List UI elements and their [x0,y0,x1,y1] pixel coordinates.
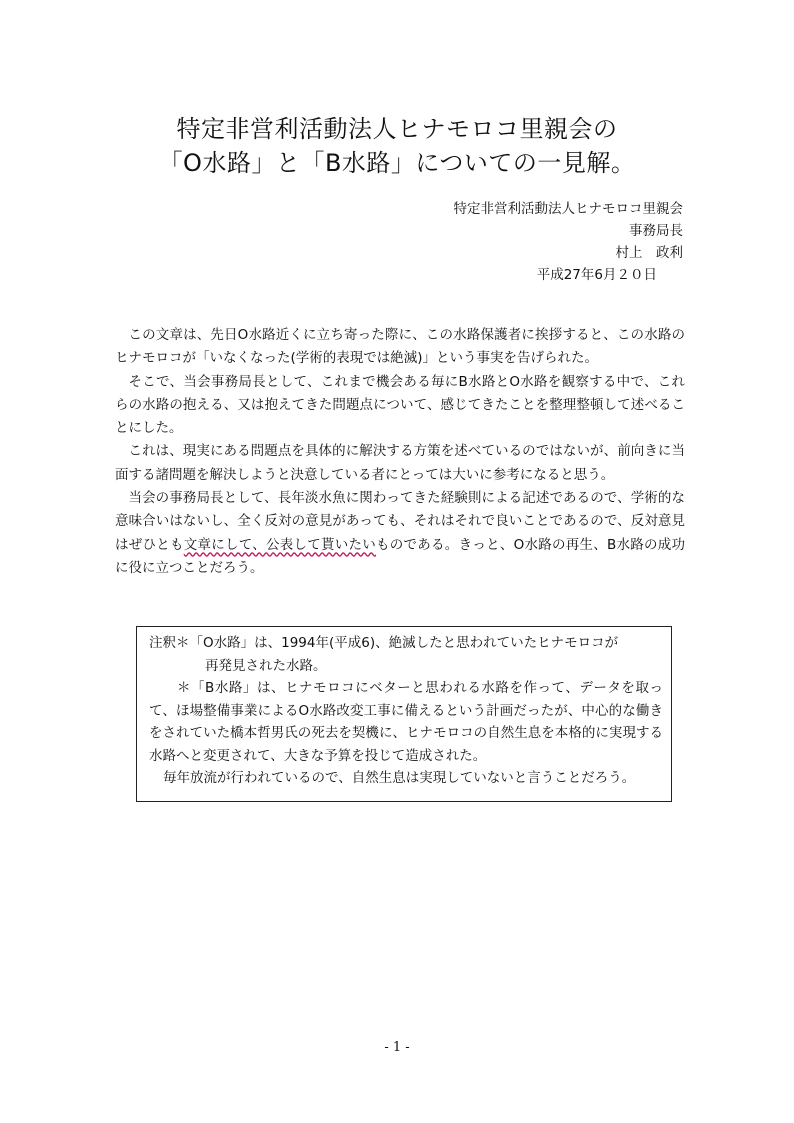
annotation-box [136,626,672,802]
body-paragraph-3: これは、現実にある問題点を具体的に解決する方策を述べているのではないが、前向きに当面する諸問題を解決しようと決意している者にとっては大いに参考になると思う。 [115,443,685,483]
document-title-line-1: 特定非営利活動法人ヒナモロコ里親会の [176,115,618,143]
note-paragraph-3: 毎年放流が行われているので、自然生息は実現していないと言うことだろう。 [163,770,636,786]
author-role: 事務局長 [629,223,683,239]
body-paragraph-1: この文章は、先日O水路近くに立ち寄った際に、この水路保護者に挨拶すると、この水路のヒナモロコが「いなくなった(学術的表現では絶滅)」という事実を告げられた。 [115,327,685,367]
body-text [115,324,685,580]
note-line-1: 注釈＊「O水路」は、1994年(平成6)、絶滅したと思われていたヒナモロコが [149,635,619,651]
note-paragraph-2: ＊「B水路」は、ヒナモロコにベターと思われる水路を作って、データを取って、ほ場整備事業によるO水路改変工事に備えるという計画だったが、中心的な働きをされていた橋本哲男氏の死去を契機に、ヒナモロコの自然生息を本格的に実現する水路へと変更されて、大きな予算を投じて造成された。 [149,680,663,764]
body-paragraph-4-part-b: ものである。きっと、O水路の再生、B水路の成功に役に立つことだろう。 [115,536,686,576]
document-date: 平成27年6月２０日 [536,267,657,283]
highlighted-phrase: 文章にして、公表して貰いたい [183,536,377,553]
note-line-1-continuation: 再発見された水路。 [205,657,327,674]
page-number: - 1 - [384,1040,410,1055]
body-paragraph-4 [115,487,685,580]
author-name: 村上 政利 [615,245,683,261]
document-title-line-2: 「O水路」と「B水路」についての一見解。 [158,149,636,177]
author-organization: 特定非営利活動法人ヒナモロコ里親会 [453,201,683,217]
body-paragraph-2: そこで、当会事務局長として、これまで機会ある毎にB水路とO水路を観察する中で、これらの水路の抱える、又は抱えてきた問題点について、感じてきたことを整理整頓して述べることにした。 [115,373,685,437]
body-paragraph-4-part-a: 当会の事務局長として、長年淡水魚に関わってきた経験則による記述であるので、学術的な意味合いはないし、全く反対の意見があっても、それはそれで良いことであるので、反対意見はぜひとも [115,490,685,553]
